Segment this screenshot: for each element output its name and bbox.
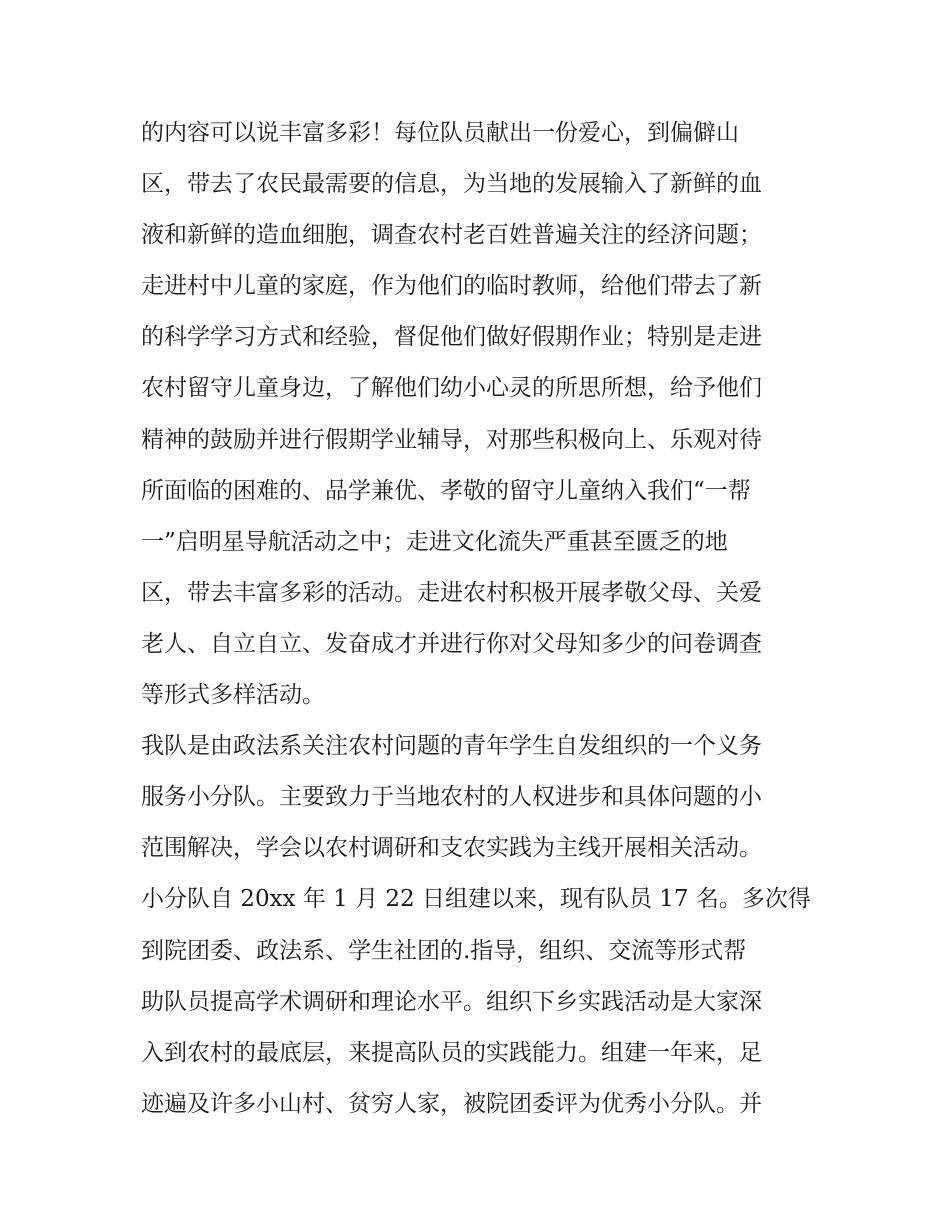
text-line: 老人、自立自立、发奋成才并进行你对父母知多少的问卷调查 <box>141 630 762 657</box>
text-line: 等形式多样活动。 <box>141 682 325 709</box>
text-line: 入到农村的最底层，来提高队员的实践能力。组建一年来，足 <box>141 1039 762 1066</box>
body-text <box>141 108 821 1130</box>
text-line: 液和新鲜的造血细胞，调查农村老百姓普遍关注的经济问题； <box>141 222 762 249</box>
text-line: 服务小分队。主要致力于当地农村的人权进步和具体问题的小 <box>141 784 762 811</box>
text-line: 农村留守儿童身边，了解他们幼小心灵的所思所想，给予他们 <box>141 375 762 402</box>
text-line: 区，带去了农民最需要的信息，为当地的发展输入了新鲜的血 <box>141 171 762 198</box>
text-line: 所面临的困难的、品学兼优、孝敬的留守儿童纳入我们“一帮 <box>141 477 751 504</box>
text-line: 走进村中儿童的家庭，作为他们的临时教师，给他们带去了新 <box>141 273 762 300</box>
text-line: 的科学学习方式和经验，督促他们做好假期作业；特别是走进 <box>141 324 762 351</box>
text-line: 区，带去丰富多彩的活动。走进农村积极开展孝敬父母、关爱 <box>141 579 762 606</box>
text-line: 小分队自 20xx 年 1 月 22 日组建以来，现有队员 17 名。多次得 <box>141 886 811 913</box>
text-line: 精神的鼓励并进行假期学业辅导，对那些积极向上、乐观对待 <box>141 426 762 453</box>
paragraph-start-line: 我队是由政法系关注农村问题的青年学生自发组织的一个义务 <box>141 733 762 760</box>
text-line: 迹遍及许多小山村、贫穷人家，被院团委评为优秀小分队。并 <box>141 1090 762 1117</box>
text-line: 范围解决，学会以农村调研和支农实践为主线开展相关活动。 <box>141 835 762 862</box>
text-line: 到院团委、政法系、学生社团的.指导，组织、交流等形式帮 <box>141 937 747 964</box>
text-line: 一”启明星导航活动之中；走进文化流失严重甚至匮乏的地 <box>141 528 728 555</box>
text-line: 助队员提高学术调研和理论水平。组织下乡实践活动是大家深 <box>141 988 762 1015</box>
text-line: 的内容可以说丰富多彩！每位队员献出一份爱心，到偏僻山 <box>141 120 739 146</box>
